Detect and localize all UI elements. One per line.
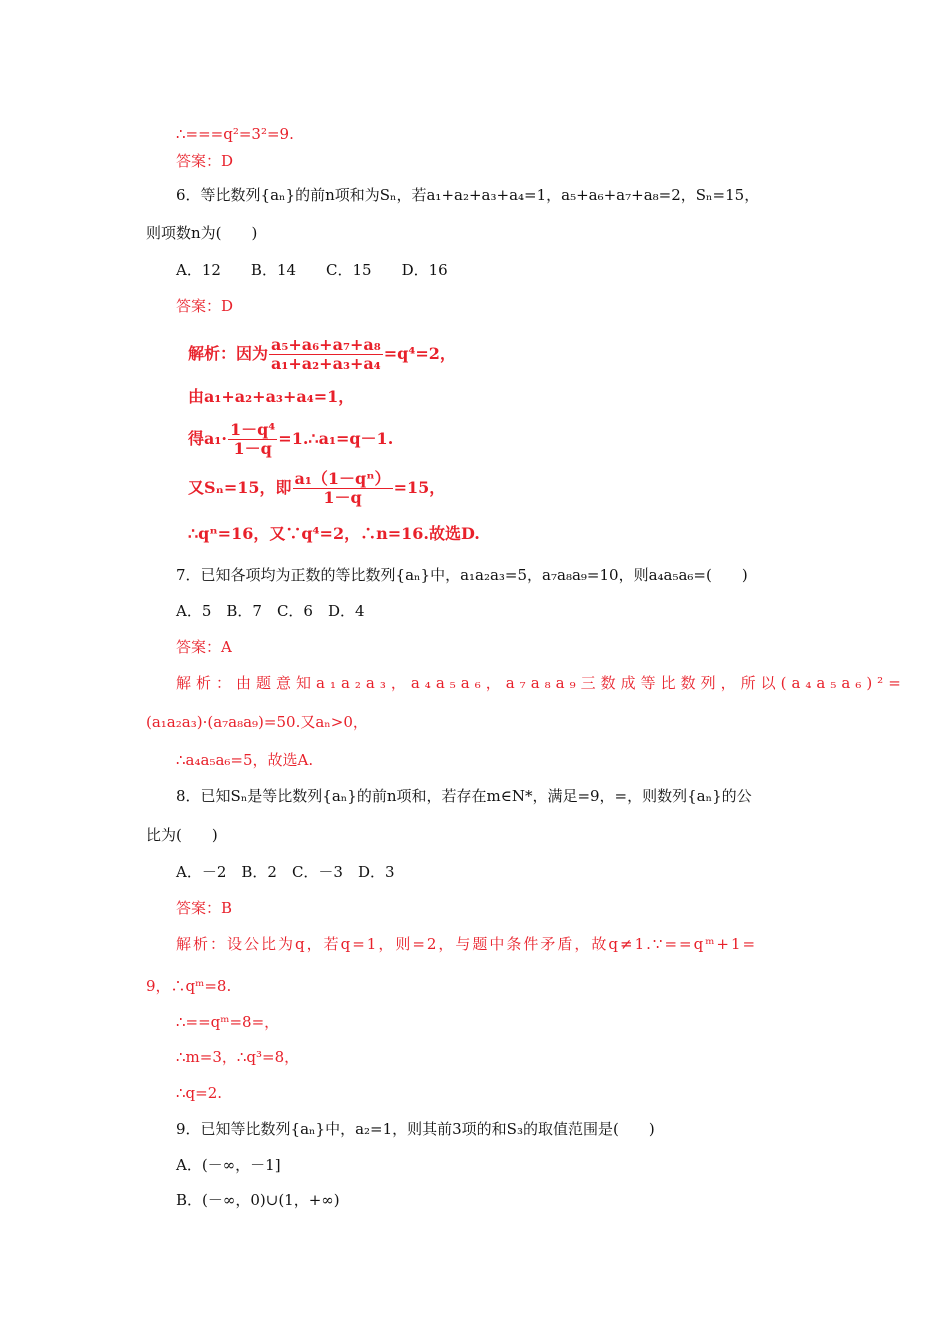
q7-answer: 答案：A xyxy=(176,638,232,656)
q8-solution-line3: ∴==qᵐ=8=， xyxy=(176,1013,280,1031)
q6-sol4-denominator: 1－q xyxy=(323,488,362,507)
q6-sol1-fraction xyxy=(269,336,383,373)
q6-solution-line1 xyxy=(188,335,456,373)
q8-solution-line1: 解析：设公比为q，若q=1，则=2，与题中条件矛盾，故q≠1.∵==qᵐ+1= xyxy=(176,935,758,953)
q6-stem-line2: 则项数n为( ) xyxy=(146,224,258,242)
q6-sol4-prefix: 又Sₙ=15，即 xyxy=(188,478,292,497)
q6-solution-line2: 由a₁+a₂+a₃+a₄=1， xyxy=(188,387,355,406)
q8-solution-line2: 9，∴qᵐ=8. xyxy=(146,977,232,995)
q6-sol1-suffix: =q⁴=2， xyxy=(383,344,456,363)
q6-solution-line3 xyxy=(188,420,393,458)
q8-answer: 答案：B xyxy=(176,899,233,917)
q5-answer: 答案：D xyxy=(176,152,234,170)
q7-stem: 7．已知各项均为正数的等比数列{aₙ}中，a₁a₂a₃=5，a₇a₈a₉=10，则a₄a₅a₆=( ) xyxy=(176,566,748,584)
q6-sol3-prefix: 得a₁· xyxy=(188,429,227,448)
q6-sol4-suffix: =15， xyxy=(393,478,446,497)
q7-options: A．5 B．7 C．6 D．4 xyxy=(176,602,365,620)
q6-solution-line5: ∴qⁿ=16，又∵q⁴=2，∴n=16.故选D. xyxy=(188,524,480,543)
q9-option-b: B．(－∞，0)∪(1，+∞) xyxy=(176,1191,340,1209)
q6-sol3-denominator: 1－q xyxy=(233,439,272,458)
q8-options: A．－2 B．2 C．－3 D．3 xyxy=(176,863,395,881)
q8-stem-line2: 比为( ) xyxy=(146,826,218,844)
q6-sol1-denominator: a₁+a₂+a₃+a₄ xyxy=(271,354,381,373)
q8-stem-line1: 8．已知Sₙ是等比数列{aₙ}的前n项和，若存在m∈N*，满足=9，=，则数列{aₙ}的公 xyxy=(176,787,752,805)
q9-stem: 9．已知等比数列{aₙ}中，a₂=1，则其前3项的和S₃的取值范围是( ) xyxy=(176,1120,655,1138)
q6-options: A．12 B．14 C．15 D．16 xyxy=(176,261,448,279)
q6-sol1-prefix: 解析：因为 xyxy=(188,344,269,363)
q7-solution-line1: 解析：由题意知a₁a₂a₃，a₄a₅a₆，a₇a₈a₉三数成等比数列，所以(a₄a₅a₆)²= xyxy=(176,674,906,692)
q6-sol4-numerator: a₁（1－qⁿ） xyxy=(294,469,391,488)
q6-sol4-fraction xyxy=(293,470,393,507)
q6-answer: 答案：D xyxy=(176,297,234,315)
q6-sol1-numerator: a₅+a₆+a₇+a₈ xyxy=(271,335,381,354)
q9-option-a: A．(－∞，－1] xyxy=(176,1156,281,1174)
q7-solution-line2: (a₁a₂a₃)·(a₇a₈a₉)=50.又aₙ>0， xyxy=(146,713,368,731)
q8-solution-line5: ∴q=2. xyxy=(176,1084,223,1102)
q8-solution-line4: ∴m=3，∴q³=8， xyxy=(176,1048,300,1066)
q6-sol3-numerator: 1－q⁴ xyxy=(229,420,276,439)
q6-sol3-suffix: =1.∴a₁=q－1. xyxy=(278,429,394,448)
q6-solution-line4 xyxy=(188,469,445,507)
q5-conclusion: ∴===q²=3²=9. xyxy=(176,125,294,143)
q6-sol3-fraction xyxy=(228,421,277,458)
q6-stem-line1: 6．等比数列{aₙ}的前n项和为Sₙ，若a₁+a₂+a₃+a₄=1，a₅+a₆+a₇+a₈=2，Sₙ=15， xyxy=(176,186,760,204)
q7-solution-line3: ∴a₄a₅a₆=5，故选A. xyxy=(176,751,314,769)
